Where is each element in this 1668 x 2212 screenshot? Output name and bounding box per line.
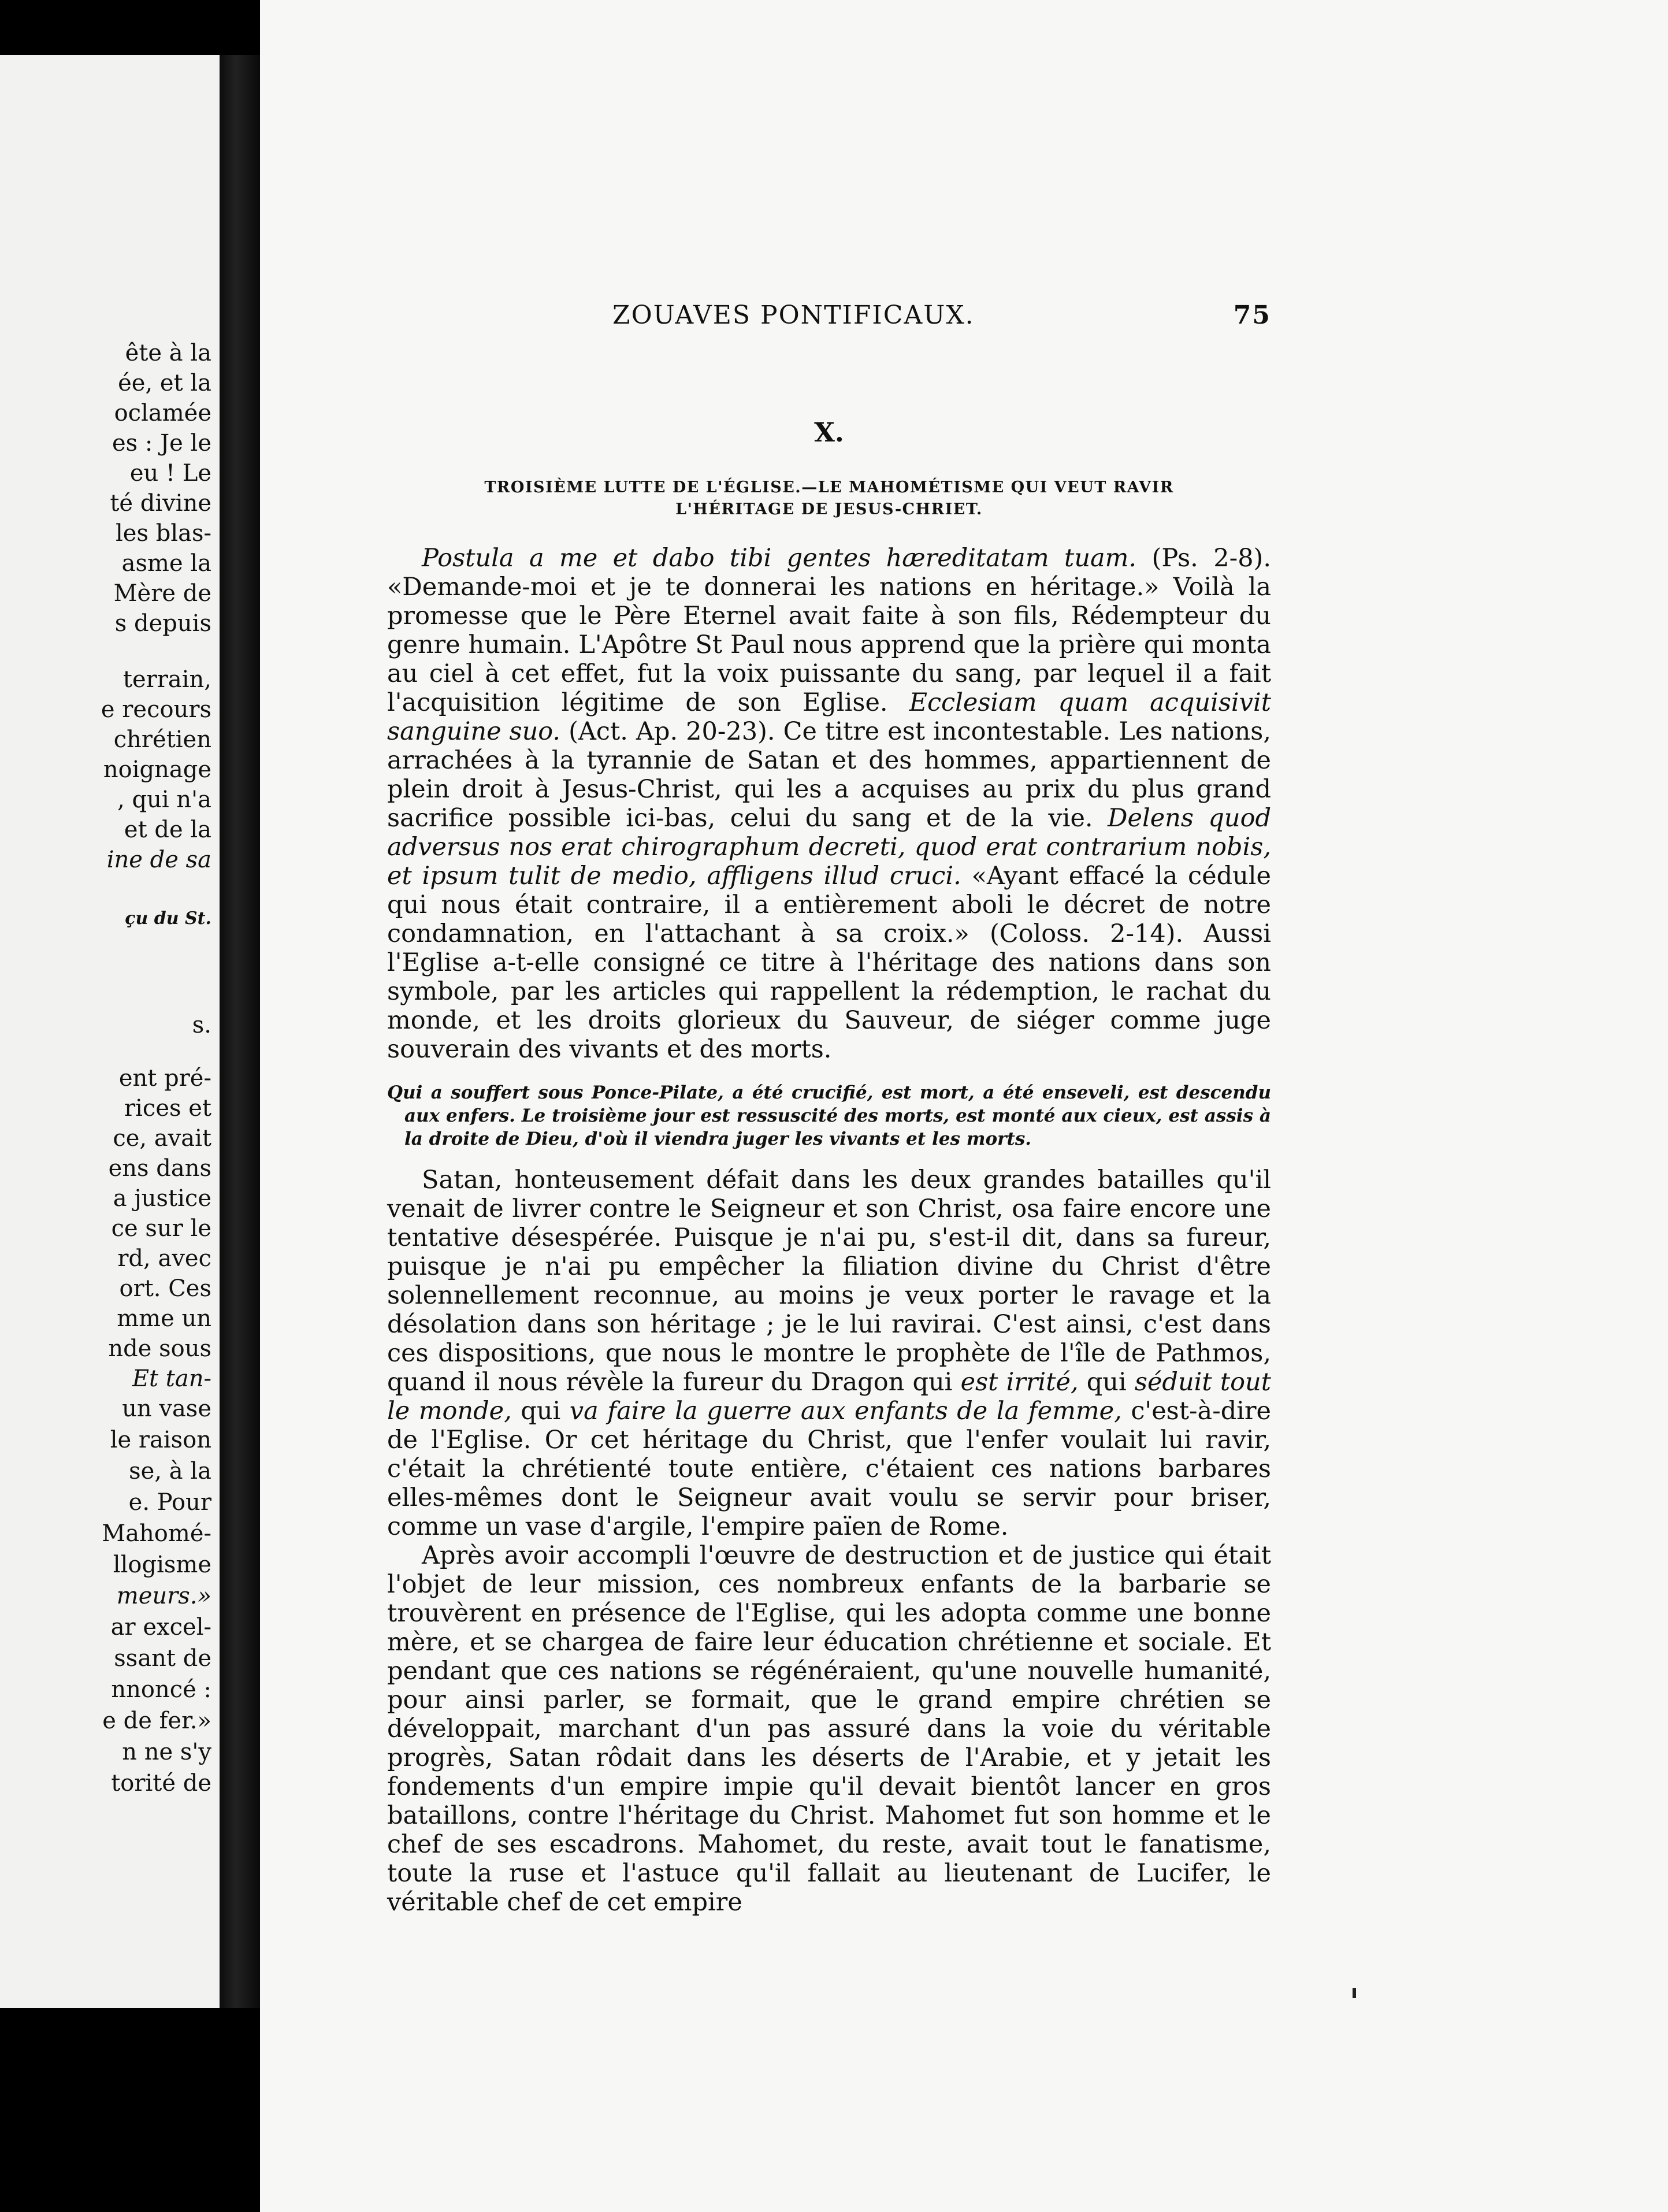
facing-page-line: çu du St. [125, 908, 211, 929]
facing-page-line: ort. Ces [119, 1275, 211, 1302]
facing-page-line: s. [192, 1012, 211, 1038]
facing-page-line: a justice [113, 1185, 211, 1212]
facing-page-line: ine de sa [106, 847, 211, 873]
creed-quote: Qui a souffert sous Ponce-Pilate, a été crucifié, est mort, a été enseveli, est descendu aux enfers. Le troisième jour est ressuscité des morts, est monté aux cieux, est assis à la droite de Dieu, d'où il viendra juger les vivants et les morts. [387, 1082, 1271, 1149]
latin-or-italic-run: va faire la guerre aux enfants de la femme, [569, 1397, 1122, 1426]
latin-or-italic-run: Postula a me et dabo tibi gentes hæreditatam tuam. [422, 544, 1137, 573]
facing-page-line: le raison [110, 1427, 211, 1453]
facing-page-line: , qui n'a [117, 786, 211, 813]
facing-page-line: llogisme [113, 1552, 211, 1578]
facing-page-line: meurs.» [116, 1583, 211, 1609]
section-heading [387, 477, 1271, 521]
facing-page-line: se, à la [129, 1458, 211, 1484]
facing-page-line: ar excel- [110, 1614, 211, 1641]
facing-page-line: ce sur le [111, 1215, 211, 1242]
facing-page-line: s depuis [114, 610, 211, 637]
text-run: (Act. Ap. 20-23). Ce titre est incontestable. Les nations, arrachées à la tyrannie de Satan et des hommes, appartiennent de plein droit à Jesus-Christ, qui les a acquises au prix du plus grand sacrifice possible ici-bas, celui du sang et de la vie. [387, 717, 1271, 833]
facing-page-line: Mahomé- [102, 1520, 211, 1547]
latin-or-italic-run: est irrité, [960, 1368, 1079, 1397]
paragraph-1 [387, 544, 1271, 1064]
latin-or-italic-run: séduit tout le monde, [387, 1368, 1271, 1426]
facing-page-line: ssant de [114, 1645, 211, 1672]
facing-page-line: n ne s'y [122, 1739, 211, 1765]
latin-or-italic-run: Delens quod adversus nos erat chirographum decreti, quod erat contrarium nobis, et ipsum tulit de medio, affligens illud cruci. [387, 804, 1272, 890]
section-number: X. [814, 417, 844, 448]
facing-page-line: ens dans [108, 1155, 211, 1182]
latin-or-italic-run: Ecclesiam quam acquisivit sanguine suo. [387, 688, 1271, 746]
text-run: (Ps. 2-8). «Demande-moi et je te donnerai les nations en héritage.» Voilà la promesse que le Père Eternel avait faite à son fils, Rédempteur du genre humain. L'Apôtre St Paul nous apprend que la prière qui monta au ciel à cet effet, fut la voix puissante du sang, par lequel il a fait l'acquisition légitime de son Eglise. [387, 544, 1271, 717]
text-run: qui [1078, 1368, 1135, 1397]
facing-page-line: asme la [121, 550, 211, 577]
page [260, 0, 1668, 2212]
facing-page-line: e recours [101, 696, 211, 723]
facing-page-line: noignage [103, 756, 211, 783]
facing-page-line: ent pré- [118, 1065, 211, 1092]
facing-page-line: e de fer.» [102, 1708, 211, 1734]
facing-page-line: es : Je le [112, 430, 211, 456]
facing-page-line: rices et [124, 1095, 211, 1122]
facing-page-line: ée, et la [118, 370, 211, 396]
facing-page-line: nnoncé : [111, 1676, 211, 1703]
text-run: Satan, honteusement défait dans les deux grandes batailles qu'il venait de livrer contre le Seigneur et son Christ, osa faire encore une tentative désespérée. Puisque je n'ai pu, s'est-il dit, dans sa fureur, puisque je n'ai pu empêcher la filiation divine du Christ d'être solennellement reconnue, au moins je veux porter le ravage et la désolation dans son héritage ; je le lui ravirai. C'est ainsi, c'est dans ces dispositions, que nous le montre le prophète de l'île de Pathmos, quand il nous révèle la fureur du Dragon qui [387, 1166, 1271, 1397]
text-run: c'est-à-dire de l'Eglise. Or cet héritage du Christ, que l'enfer voulait lui ravir, c'était la chrétienté toute entière, c'étaient ces nations barbares elles-mêmes dont le Seigneur avait voulu se servir pour briser, comme un vase d'argile, l'empire païen de Rome. [387, 1397, 1272, 1541]
facing-page-line: terrain, [122, 666, 211, 693]
section-heading-line: TROISIÈME LUTTE DE L'ÉGLISE.—LE MAHOMÉTISME QUI VEUT RAVIR [484, 478, 1174, 496]
page-content [387, 300, 1271, 1917]
text-run: qui [511, 1397, 570, 1426]
facing-page-line: et de la [124, 816, 211, 843]
facing-page-line: Et tan- [132, 1365, 211, 1392]
facing-page-line: eu ! Le [129, 460, 211, 487]
text-run: «Ayant effacé la cédule qui nous était contraire, il a entièrement aboli le décret de notre condamnation, en l'attachant à sa croix.» (Coloss. 2-14). Aussi l'Eglise a-t-elle consigné ce titre à l'héritage des nations dans son symbole, par les articles qui rappellent la rédemption, le rachat du monde, et les droits glorieux du Sauveur, de siéger comme juge souverain des vivants et des morts. [387, 862, 1271, 1064]
scan-speck [1353, 1988, 1356, 1998]
paragraph-3 [387, 1541, 1271, 1917]
section-heading-line: L'HÉRITAGE DE JESUS-CHRIET. [675, 500, 983, 518]
facing-page-line: torité de [111, 1770, 211, 1797]
facing-page-line: ce, avait [113, 1125, 211, 1152]
facing-page-line: ête à la [125, 340, 211, 366]
facing-page-line: chrétien [113, 726, 211, 753]
facing-page-line: mme un [117, 1305, 211, 1332]
facing-page-line: rd, avec [117, 1245, 211, 1272]
facing-page-line: Mère de [113, 580, 211, 607]
paragraph-2 [387, 1166, 1271, 1541]
facing-page-line: té divine [110, 490, 211, 517]
page-number: 75 [1233, 300, 1271, 330]
facing-page-line: un vase [122, 1396, 211, 1422]
facing-page-line: les blas- [116, 520, 211, 547]
facing-page-fragment [0, 55, 220, 2008]
facing-page-line: e. Pour [128, 1489, 211, 1516]
running-title: ZOUAVES PONTIFICAUX. [612, 300, 975, 330]
facing-page-line: oclamée [114, 400, 211, 426]
book-gutter [220, 55, 260, 2008]
facing-page-line: nde sous [108, 1335, 211, 1362]
text-run: Après avoir accompli l'œuvre de destruction et de justice qui était l'objet de leur mission, ces nombreux enfants de la barbarie se trouvèrent en présence de l'Eglise, qui les adopta comme une bonne mère, et se chargea de faire leur éducation chrétienne et sociale. Et pendant que ces nations se régénéraient, qu'une nouvelle humanité, pour ainsi parler, se formait, que le grand empire chrétien se développait, marchant d'un pas assuré dans la voie du véritable progrès, Satan rôdait dans les déserts de l'Arabie, et y jetait les fondements d'un empire impie qu'il devait bientôt lancer en gros bataillons, contre l'héritage du Christ. Mahomet fut son homme et le chef de ses escadrons. Mahomet, du reste, avait tout le fanatisme, toute la ruse et l'astuce qu'il fallait au lieutenant de Lucifer, le véritable chef de cet empire [387, 1541, 1271, 1917]
running-header [387, 300, 1271, 330]
